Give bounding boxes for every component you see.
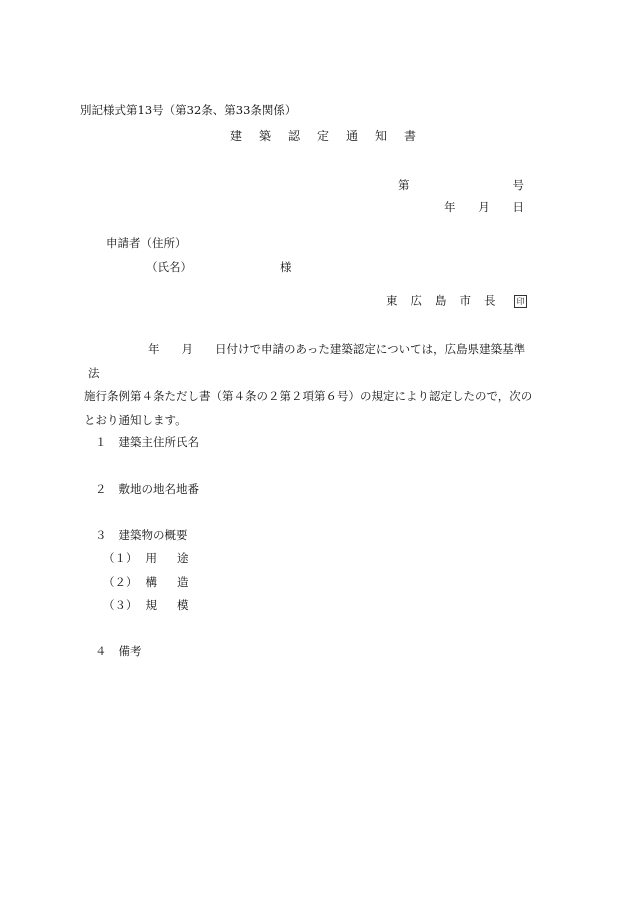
- item-3-sub-2: [103, 577, 209, 589]
- notice-line-2: 施行条例第４条ただし書（第４条の２第２項第６号）の規定により認定したので，次の: [84, 389, 533, 403]
- item-4: [95, 646, 142, 658]
- form-label: 別記様式第13号（第32条、第33条関係）: [80, 103, 297, 117]
- item-3-num: ３: [95, 528, 107, 542]
- applicant-honorific: 様: [280, 260, 292, 274]
- date-year: 年: [444, 200, 456, 214]
- body-date-month: 月: [181, 342, 193, 356]
- item-3-label: 建築物の概要: [118, 528, 188, 542]
- issuer-line: [386, 295, 527, 308]
- sub-1-label: 用途: [145, 551, 209, 565]
- date-line: [444, 202, 524, 214]
- item-1: [95, 437, 199, 449]
- body-date-year: 年: [148, 342, 160, 356]
- date-month: 月: [478, 200, 490, 214]
- applicant-address-label: 申請者（住所）: [106, 236, 187, 250]
- item-1-num: １: [95, 435, 107, 449]
- date-day: 日: [512, 200, 524, 214]
- item-2: [95, 484, 199, 496]
- number-suffix: 号: [512, 178, 524, 192]
- notice-line-3: とおり通知します。: [84, 412, 187, 427]
- applicant-name-label: （氏名）: [146, 260, 192, 274]
- document-title: 建築認定通知書: [230, 129, 434, 143]
- item-3-sub-1: [103, 553, 209, 565]
- seal-icon: 印: [514, 295, 527, 308]
- item-3: [95, 530, 188, 542]
- sub-3-num: （３）: [103, 598, 138, 612]
- sub-3-label: 規模: [145, 598, 209, 612]
- sub-1-num: （１）: [103, 551, 138, 565]
- issuer-name: 東広島市長: [386, 293, 509, 308]
- item-2-num: ２: [95, 482, 107, 496]
- sub-2-num: （２）: [103, 575, 138, 589]
- item-4-label: 備考: [118, 644, 142, 658]
- number-line: [398, 180, 524, 192]
- item-2-label: 敷地の地名地番: [118, 482, 199, 496]
- notice-line-1: [88, 338, 528, 385]
- item-1-label: 建築主住所氏名: [118, 435, 199, 449]
- notice-body: [84, 338, 533, 432]
- item-3-sub-3: [103, 600, 209, 612]
- sub-2-label: 構造: [145, 575, 209, 589]
- body-text-1: 日付けで申請のあった建築認定については，広島県建築基準法: [88, 342, 526, 380]
- number-prefix: 第: [398, 178, 410, 192]
- item-4-num: ４: [95, 644, 107, 658]
